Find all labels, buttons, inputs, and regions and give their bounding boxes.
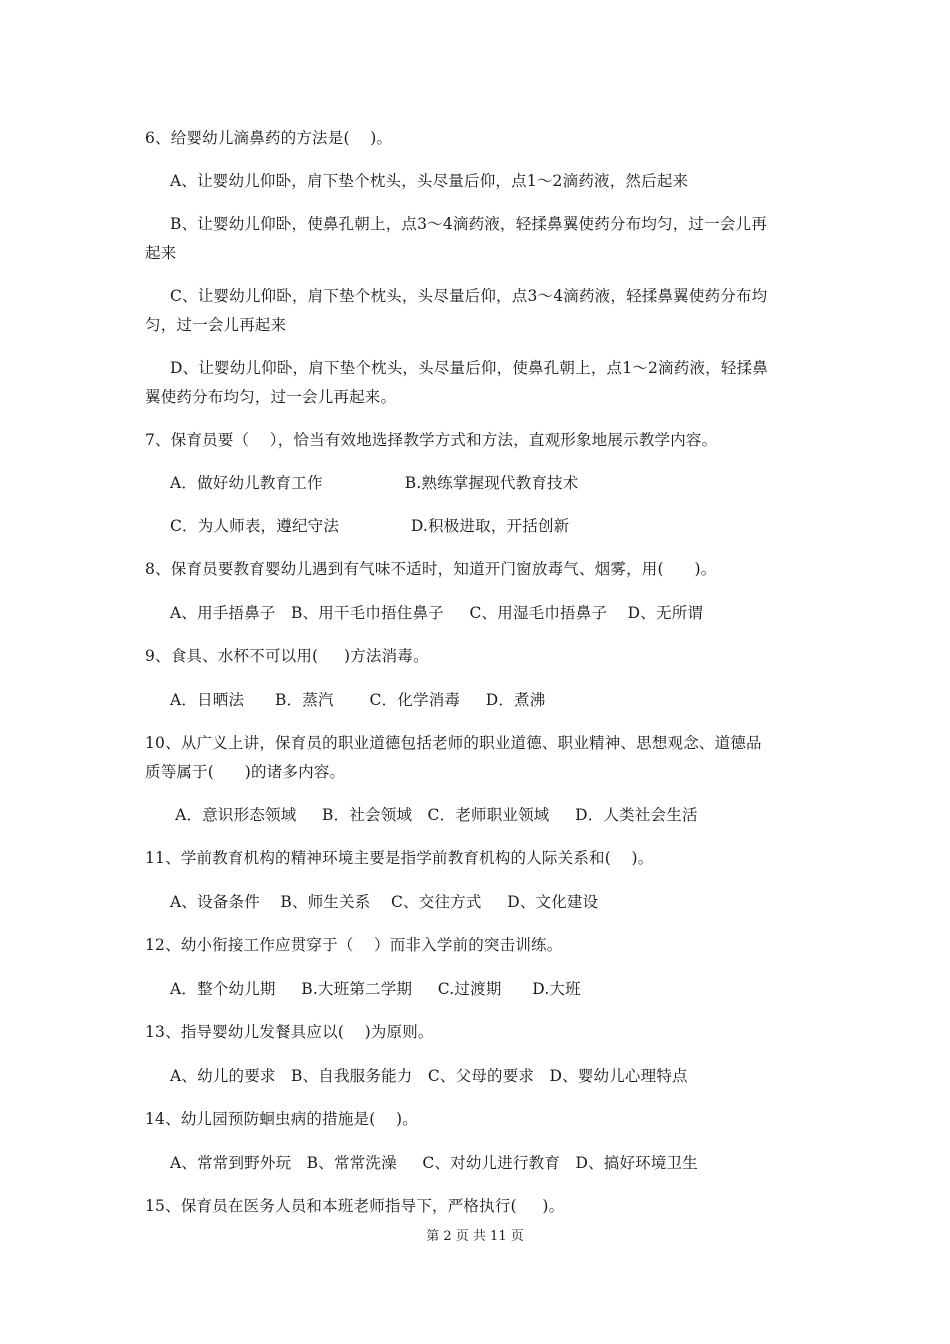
page-footer: 第 2 页 共 11 页 (426, 1229, 524, 1244)
question-11: 11、学前教育机构的精神环境主要是指学前教育机构的人际关系和( )。 (145, 849, 654, 867)
question-10-line1: 10、从广义上讲，保育员的职业道德包括老师的职业道德、职业精神、思想观念、道德品 (145, 734, 762, 752)
q6-option-b-line2: 起来 (145, 244, 177, 262)
q10-options: A．意识形态领域 B．社会领域 C．老师职业领域 D．人类社会生活 (170, 806, 698, 824)
q7-options-ab: A．做好幼儿教育工作 B.熟练掌握现代教育技术 (170, 474, 579, 492)
question-13: 13、指导婴幼儿发餐具应以( )为原则。 (145, 1023, 434, 1041)
question-9: 9、食具、水杯不可以用( )方法消毒。 (145, 647, 429, 665)
question-15: 15、保育员在医务人员和本班老师指导下，严格执行( )。 (145, 1197, 565, 1215)
q6-option-d-line2: 翼使药分布均匀，过一会儿再起来。 (145, 388, 397, 406)
question-12: 12、幼小衔接工作应贯穿于（ ）而非入学前的突击训练。 (145, 936, 563, 954)
q7-options-cd: C．为人师表，遵纪守法 D.积极进取，开括创新 (170, 517, 570, 535)
q12-options: A．整个幼儿期 B.大班第二学期 C.过渡期 D.大班 (170, 980, 581, 998)
q6-option-b-line1: B、让婴幼儿仰卧，使鼻孔朝上，点3～4滴药液，轻揉鼻翼使药分布均匀，过一会儿再 (170, 215, 767, 233)
q6-option-c-line1: C、让婴幼儿仰卧，肩下垫个枕头，头尽量后仰，点3～4滴药液，轻揉鼻翼使药分布均 (170, 287, 768, 305)
q9-options: A．日晒法 B．蒸汽 C．化学消毒 D．煮沸 (170, 691, 546, 709)
q6-option-a: A、让婴幼儿仰卧，肩下垫个枕头，头尽量后仰，点1～2滴药液，然后起来 (170, 172, 689, 190)
question-14: 14、幼儿园预防蛔虫病的措施是( )。 (145, 1110, 418, 1128)
q6-option-c-line2: 匀，过一会儿再起来 (145, 316, 287, 334)
q6-option-d-line1: D、让婴幼儿仰卧，肩下垫个枕头，头尽量后仰，使鼻孔朝上，点1～2滴药液，轻揉鼻 (170, 359, 768, 377)
question-8: 8、保育员要教育婴幼儿遇到有气味不适时，知道开门窗放毒气、烟雾，用( )。 (145, 560, 717, 578)
q11-options: A、设备条件 B、师生关系 C、交往方式 D、文化建设 (170, 893, 599, 911)
q13-options: A、幼儿的要求 B、自我服务能力 C、父母的要求 D、婴幼儿心理特点 (170, 1067, 688, 1085)
question-10-line2: 质等属于( )的诸多内容。 (145, 763, 346, 781)
q14-options: A、常常到野外玩 B、常常洗澡 C、对幼儿进行教育 D、搞好环境卫生 (170, 1154, 698, 1172)
q8-options: A、用手捂鼻子 B、用干毛巾捂住鼻子 C、用湿毛巾捂鼻子 D、无所谓 (170, 604, 704, 622)
question-6: 6、给婴幼儿滴鼻药的方法是( )。 (145, 129, 393, 147)
question-7: 7、保育员要（ ），恰当有效地选择教学方式和方法，直观形象地展示教学内容。 (145, 431, 718, 449)
